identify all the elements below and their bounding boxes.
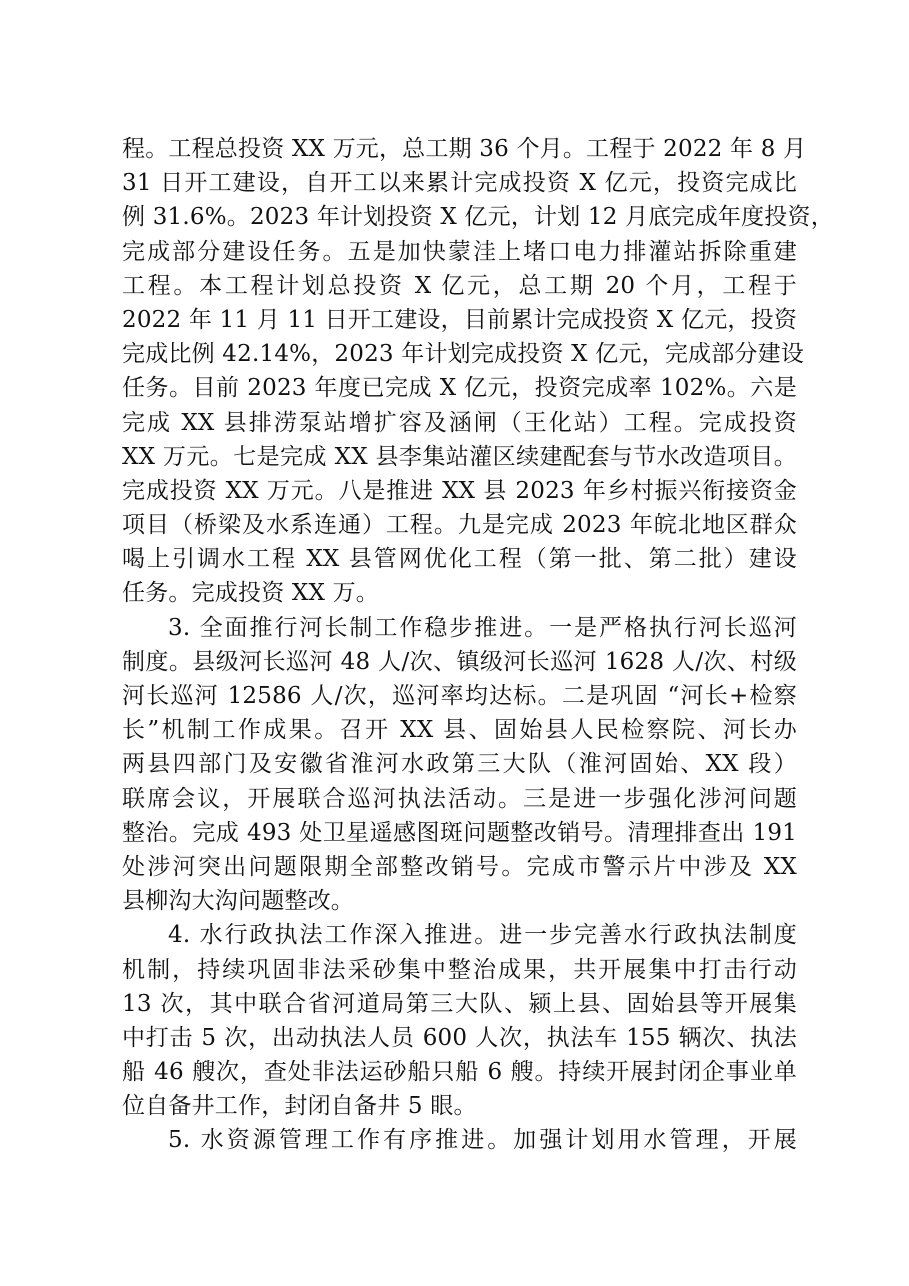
document-page xyxy=(122,132,834,1158)
paragraph-law-enforcement xyxy=(122,918,797,1123)
text-line: 长”机制工作成果。召开 XX 县、固始县人民检察院、河长办 xyxy=(122,717,797,744)
text-line: 县柳沟大沟问题整改。 xyxy=(122,888,354,915)
paragraph-water-resources xyxy=(122,1123,797,1157)
paragraph-river-chief xyxy=(122,611,797,919)
paragraph-heading-line: 5. 水资源管理工作有序推进。加强计划用水管理，开展 xyxy=(168,1127,797,1154)
text-line: 处涉河突出问题限期全部整改销号。完成市警示片中涉及 XX xyxy=(122,853,797,880)
text-line: 2022 年 11 月 11 日开工建设，目前累计完成投资 X 亿元，投资 xyxy=(122,306,798,333)
text-line: 船 46 艘次，查处非法运砂船只船 6 艘。持续开展封闭企事业单 xyxy=(122,1059,797,1086)
paragraph-heading-line: 4. 水行政执法工作深入推进。进一步完善水行政执法制度 xyxy=(168,922,797,949)
text-line: 位自备井工作，封闭自备井 5 眼。 xyxy=(122,1093,477,1120)
text-line: 完成比例 42.14%，2023 年计划完成投资 X 亿元，完成部分建设 xyxy=(122,341,805,368)
text-line: 例 31.6%。2023 年计划投资 X 亿元，计划 12 月底完成年度投资， xyxy=(122,204,834,231)
text-line: 完成投资 XX 万元。八是推进 XX 县 2023 年乡村振兴衔接资金 xyxy=(122,477,797,504)
text-line: 完成部分建设任务。五是加快蒙洼上堵口电力排灌站拆除重建 xyxy=(122,238,797,265)
text-line: 制度。县级河长巡河 48 人/次、镇级河长巡河 1628 人/次、村级 xyxy=(122,648,797,675)
text-line: 河长巡河 12586 人/次，巡河率均达标。二是巩固 “河长+检察 xyxy=(122,683,797,709)
paragraph-heading-line: 3. 全面推行河长制工作稳步推进。一是严格执行河长巡河 xyxy=(168,614,797,641)
text-line: 任务。目前 2023 年度已完成 X 亿元，投资完成率 102%。六是 xyxy=(122,375,797,402)
text-line: 两县四部门及安徽省淮河水政第三大队（淮河固始、XX 段） xyxy=(122,751,797,778)
text-line: 整治。完成 493 处卫星遥感图斑问题整改销号。清理排查出 191 xyxy=(122,819,797,846)
text-line: 项目（桥梁及水系连通）工程。九是完成 2023 年皖北地区群众 xyxy=(122,512,797,539)
text-line: 13 次，其中联合省河道局第三大队、颍上县、固始县等开展集 xyxy=(122,990,797,1017)
text-line: 联席会议，开展联合巡河执法活动。三是进一步强化涉河问题 xyxy=(122,785,797,812)
text-line: 机制，持续巩固非法采砂集中整治成果，共开展集中打击行动 xyxy=(122,956,797,983)
paragraph-projects xyxy=(122,132,834,611)
text-line: XX 万元。七是完成 XX 县李集站灌区续建配套与节水改造项目。 xyxy=(122,443,797,470)
text-line: 任务。完成投资 XX 万。 xyxy=(122,580,379,607)
text-line: 工程。本工程计划总投资 X 亿元，总工期 20 个月，工程于 xyxy=(122,272,797,299)
text-line: 中打击 5 次，出动执法人员 600 人次，执法车 155 辆次、执法 xyxy=(122,1024,797,1051)
text-line: 完成 XX 县排涝泵站增扩容及涵闸（王化站）工程。完成投资 xyxy=(122,409,797,436)
text-line: 程。工程总投资 XX 万元，总工期 36 个月。工程于 2022 年 8 月 xyxy=(122,136,807,162)
text-line: 喝上引调水工程 XX 县管网优化工程（第一批、第二批）建设 xyxy=(122,546,797,573)
text-line: 31 日开工建设，自开工以来累计完成投资 X 亿元，投资完成比 xyxy=(122,170,797,197)
